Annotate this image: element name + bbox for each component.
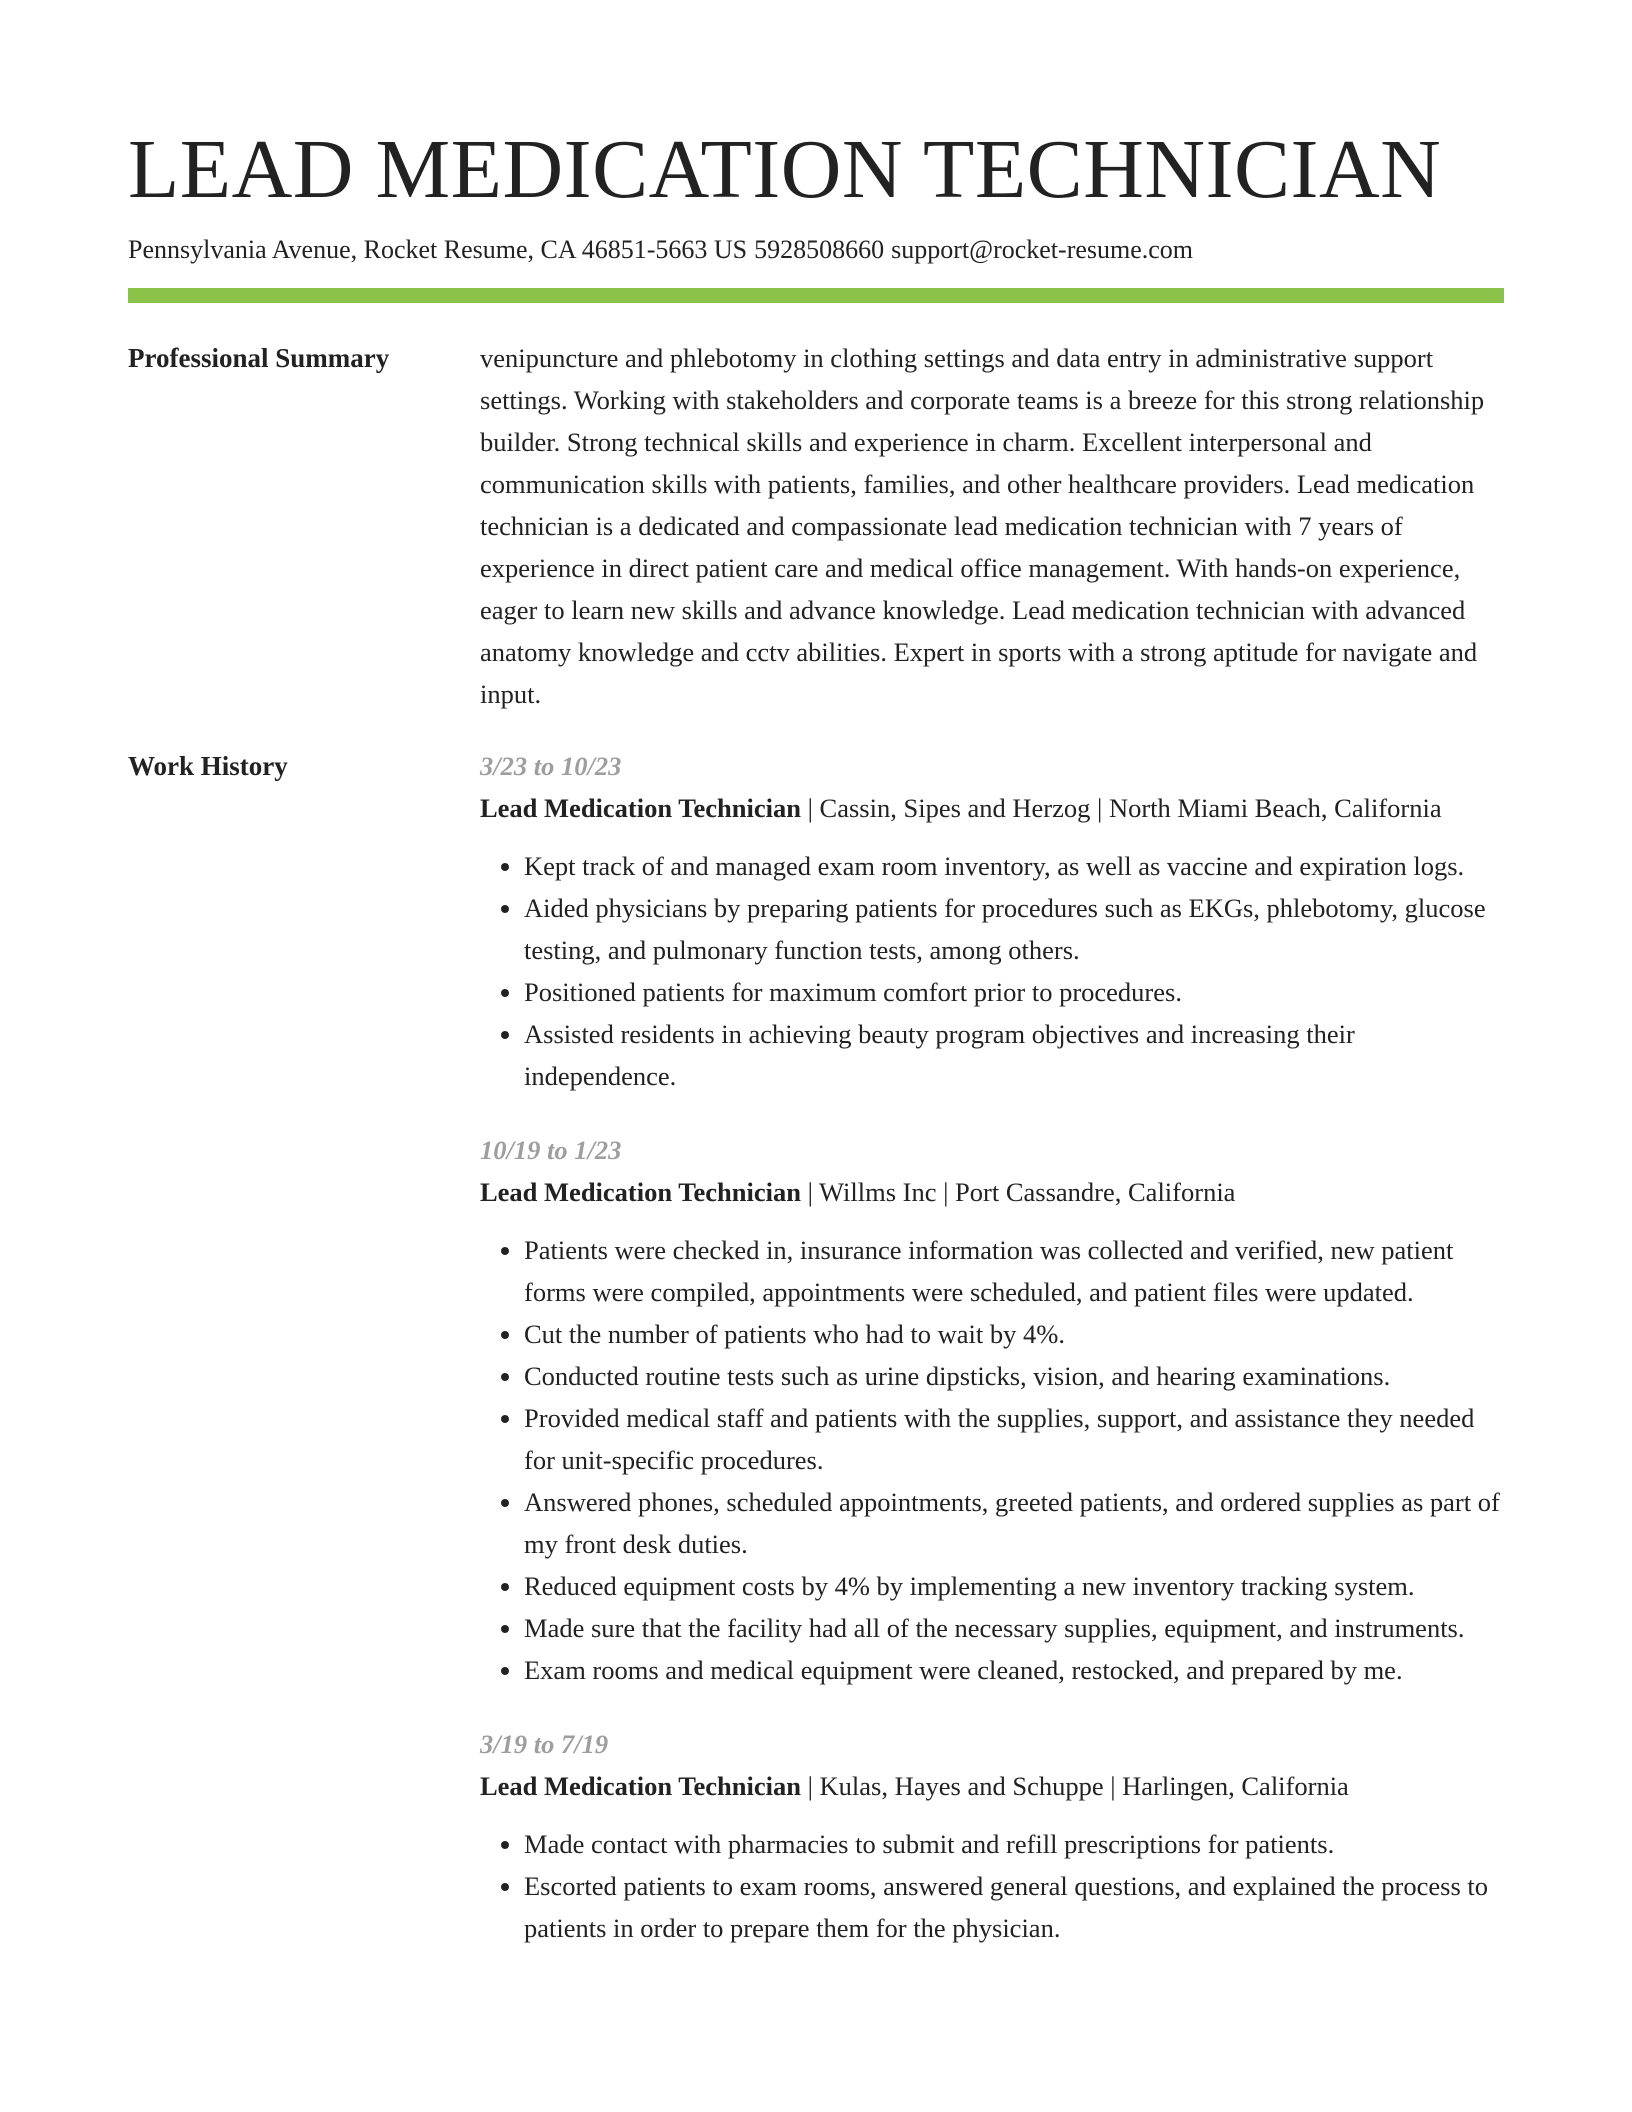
job-entry — [480, 745, 1504, 1097]
job-title-line — [480, 1171, 1504, 1213]
summary-text: venipuncture and phlebotomy in clothing settings and data entry in administrative support settings. Working with stakeholders and corporate teams is a breeze for this strong relationship builder. Strong technical skills and experience in charm. Excellent interpersonal and communication skills with patients, families, and other healthcare providers. Lead medication technician is a dedicated and compassionate lead medication technician with 7 years of experience in direct patient care and medical office management. With hands-on experience, eager to learn new skills and advance knowledge. Lead medication technician with advanced anatomy knowledge and cctv abilities. Expert in sports with a strong aptitude for navigate and input. — [480, 343, 1485, 709]
job-title: Lead Medication Technician — [480, 1177, 801, 1207]
job-bullet-list — [480, 1823, 1504, 1949]
job-bullet: • Exam rooms and medical equipment were cleaned, restocked, and prepared by me. — [524, 1649, 1504, 1691]
work-history-body — [480, 745, 1504, 1949]
job-title-line — [480, 1765, 1504, 1807]
contact-email: support@rocket-resume.com — [891, 235, 1194, 264]
job-employer-location: | Cassin, Sipes and Herzog | North Miami Beach, California — [800, 793, 1442, 823]
job-title: Lead Medication Technician — [480, 1771, 801, 1801]
job-bullet: • Kept track of and managed exam room inventory, as well as vaccine and expiration logs. — [524, 845, 1504, 887]
job-bullet: • Made sure that the facility had all of the necessary supplies, equipment, and instruments. — [524, 1607, 1504, 1649]
job-employer-location: | Willms Inc | Port Cassandre, California — [800, 1177, 1236, 1207]
header-divider — [128, 288, 1504, 303]
job-bullet: • Made contact with pharmacies to submit and refill prescriptions for patients. — [524, 1823, 1504, 1865]
job-dates: 10/19 to 1/23 — [480, 1135, 622, 1165]
summary-body — [480, 337, 1504, 715]
job-bullet: • Answered phones, scheduled appointments, greeted patients, and ordered supplies as part of my front desk duties. — [524, 1481, 1504, 1565]
contact-address: Pennsylvania Avenue, Rocket Resume, CA 46851-5663 US — [128, 235, 748, 264]
resume-page — [128, 118, 1504, 1949]
job-title-line — [480, 787, 1504, 829]
section-heading-summary: Professional Summary — [128, 343, 390, 373]
job-bullet: • Cut the number of patients who had to wait by 4%. — [524, 1313, 1504, 1355]
candidate-name: LEAD MEDICATION TECHNICIAN — [128, 123, 1442, 216]
contact-line — [128, 230, 1504, 270]
summary-section — [128, 337, 1504, 715]
job-bullet: • Escorted patients to exam rooms, answered general questions, and explained the process to patients in order to prepare them for the physician. — [524, 1865, 1504, 1949]
job-bullet: • Assisted residents in achieving beauty program objectives and increasing their independence. — [524, 1013, 1504, 1097]
section-heading-work-history: Work History — [128, 751, 288, 781]
contact-phone: 5928508660 — [754, 235, 885, 264]
job-bullet: • Aided physicians by preparing patients for procedures such as EKGs, phlebotomy, glucose testing, and pulmonary function tests, among others. — [524, 887, 1504, 971]
job-employer-location: | Kulas, Hayes and Schuppe | Harlingen, California — [800, 1771, 1349, 1801]
job-bullet-list — [480, 845, 1504, 1097]
job-bullet-list — [480, 1229, 1504, 1691]
job-bullet: • Patients were checked in, insurance information was collected and verified, new patient forms were compiled, appointments were scheduled, and patient files were updated. — [524, 1229, 1504, 1313]
job-entry — [480, 1723, 1504, 1949]
job-bullet: • Positioned patients for maximum comfort prior to procedures. — [524, 971, 1504, 1013]
job-entry — [480, 1129, 1504, 1691]
job-dates: 3/23 to 10/23 — [480, 751, 622, 781]
job-bullet: • Reduced equipment costs by 4% by implementing a new inventory tracking system. — [524, 1565, 1504, 1607]
job-title: Lead Medication Technician — [480, 793, 801, 823]
work-history-section — [128, 745, 1504, 1949]
job-bullet: • Provided medical staff and patients with the supplies, support, and assistance they needed for unit-specific procedures. — [524, 1397, 1504, 1481]
job-bullet: • Conducted routine tests such as urine dipsticks, vision, and hearing examinations. — [524, 1355, 1504, 1397]
job-dates: 3/19 to 7/19 — [480, 1729, 609, 1759]
